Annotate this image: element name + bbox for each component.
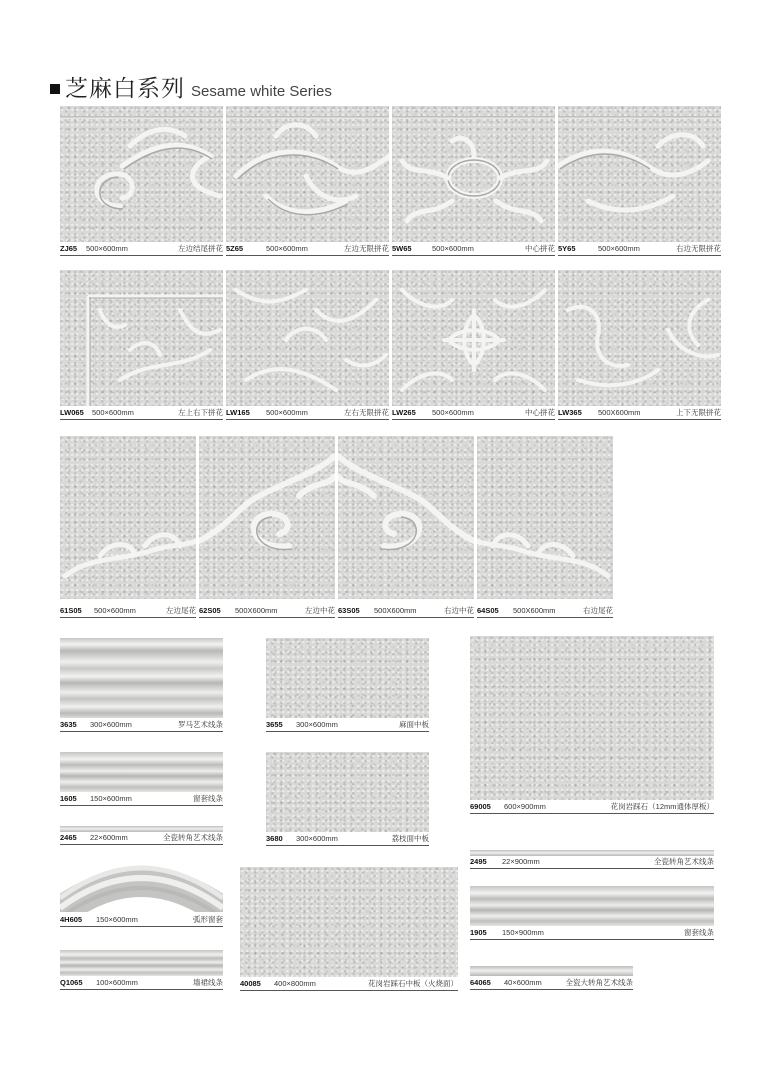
- trim-4h605[interactable]: [60, 862, 223, 912]
- tile-64s05[interactable]: [477, 436, 613, 599]
- tile-lw065[interactable]: [60, 270, 223, 406]
- scroll-ornament-icon: [60, 106, 223, 242]
- caption-40085: 40085 400×800mm 花岗岩踩石中板（火烧面）: [240, 978, 458, 991]
- tile-5y65[interactable]: [558, 106, 721, 242]
- medallion-ornament-icon: [392, 106, 555, 242]
- tile-62s05[interactable]: [199, 436, 335, 599]
- tile-5w65[interactable]: [392, 106, 555, 242]
- tile-zj65[interactable]: [60, 106, 223, 242]
- caption-64s05: 64S05 500X600mm 右边尾花: [477, 605, 613, 618]
- caption-lw265: LW265 500×600mm 中心拼花: [392, 407, 555, 420]
- series-title-en: Sesame white Series: [191, 83, 332, 100]
- slab-3655[interactable]: [266, 638, 429, 718]
- caption-lw165: LW165 500×600mm 左右无限拼花: [226, 407, 389, 420]
- caption-zj65: ZJ65 500×600mm 左边结尾拼花: [60, 243, 223, 256]
- caption-q1065: Q1065 100×600mm 墙裙线条: [60, 977, 223, 990]
- tile-61s05[interactable]: [60, 436, 196, 599]
- trim-1605[interactable]: [60, 752, 223, 792]
- series-title-cn: 芝麻白系列: [65, 76, 185, 102]
- scroll-ornament-icon: [60, 436, 196, 599]
- caption-lw365: LW365 500X600mm 上下无限拼花: [558, 407, 721, 420]
- tile-lw265[interactable]: [392, 270, 555, 406]
- scroll-ornament-icon: [477, 436, 613, 599]
- trim-1905[interactable]: [470, 886, 714, 926]
- caption-64065: 64065 40×600mm 全瓷大转角艺术线条: [470, 977, 633, 990]
- scroll-ornament-icon: [338, 436, 474, 599]
- trim-64065[interactable]: [470, 966, 633, 976]
- leaf-ornament-icon: [558, 106, 721, 242]
- caption-62s05: 62S05 500X600mm 左边中花: [199, 605, 335, 618]
- caption-5w65: 5W65 500×600mm 中心拼花: [392, 243, 555, 256]
- series-title: [50, 70, 332, 103]
- tile-63s05[interactable]: [338, 436, 474, 599]
- caption-61s05: 61S05 500×600mm 左边尾花: [60, 605, 196, 618]
- tile-5z65[interactable]: [226, 106, 389, 242]
- slab-3680[interactable]: [266, 752, 429, 832]
- tile-lw165[interactable]: [226, 270, 389, 406]
- caption-4h605: 4H605 150×600mm 弧形窗套: [60, 914, 223, 927]
- center-floral-icon: [392, 270, 555, 406]
- caption-69005: 69005 600×900mm 花岗岩踩石（12mm通体厚板）: [470, 801, 714, 814]
- caption-2495: 2495 22×900mm 全瓷转角艺术线条: [470, 856, 714, 869]
- slab-40085[interactable]: [240, 867, 458, 977]
- caption-5z65: 5Z65 500×600mm 左边无限拼花: [226, 243, 389, 256]
- caption-3680: 3680 300×600mm 荔枝面中板: [266, 833, 429, 846]
- corner-floral-icon: [60, 270, 223, 406]
- arch-trim-icon: [60, 862, 223, 912]
- caption-1605: 1605 150×600mm 窗套线条: [60, 793, 223, 806]
- caption-63s05: 63S05 500X600mm 右边中花: [338, 605, 474, 618]
- leaf-ornament-icon: [226, 106, 389, 242]
- caption-1905: 1905 150×900mm 窗套线条: [470, 927, 714, 940]
- caption-2465: 2465 22×600mm 全瓷转角艺术线条: [60, 832, 223, 845]
- floral-ornament-icon: [226, 270, 389, 406]
- tile-lw365[interactable]: [558, 270, 721, 406]
- scroll-ornament-icon: [199, 436, 335, 599]
- caption-3635: 3635 300×600mm 罗马艺术线条: [60, 719, 223, 732]
- caption-5y65: 5Y65 500×600mm 右边无限拼花: [558, 243, 721, 256]
- square-bullet-icon: [50, 84, 60, 94]
- caption-lw065: LW065 500×600mm 左上右下拼花: [60, 407, 223, 420]
- floral-ornament-icon: [558, 270, 721, 406]
- slab-69005[interactable]: [470, 636, 714, 800]
- caption-3655: 3655 300×600mm 麻面中板: [266, 719, 429, 732]
- trim-3635[interactable]: [60, 638, 223, 718]
- trim-q1065[interactable]: [60, 950, 223, 976]
